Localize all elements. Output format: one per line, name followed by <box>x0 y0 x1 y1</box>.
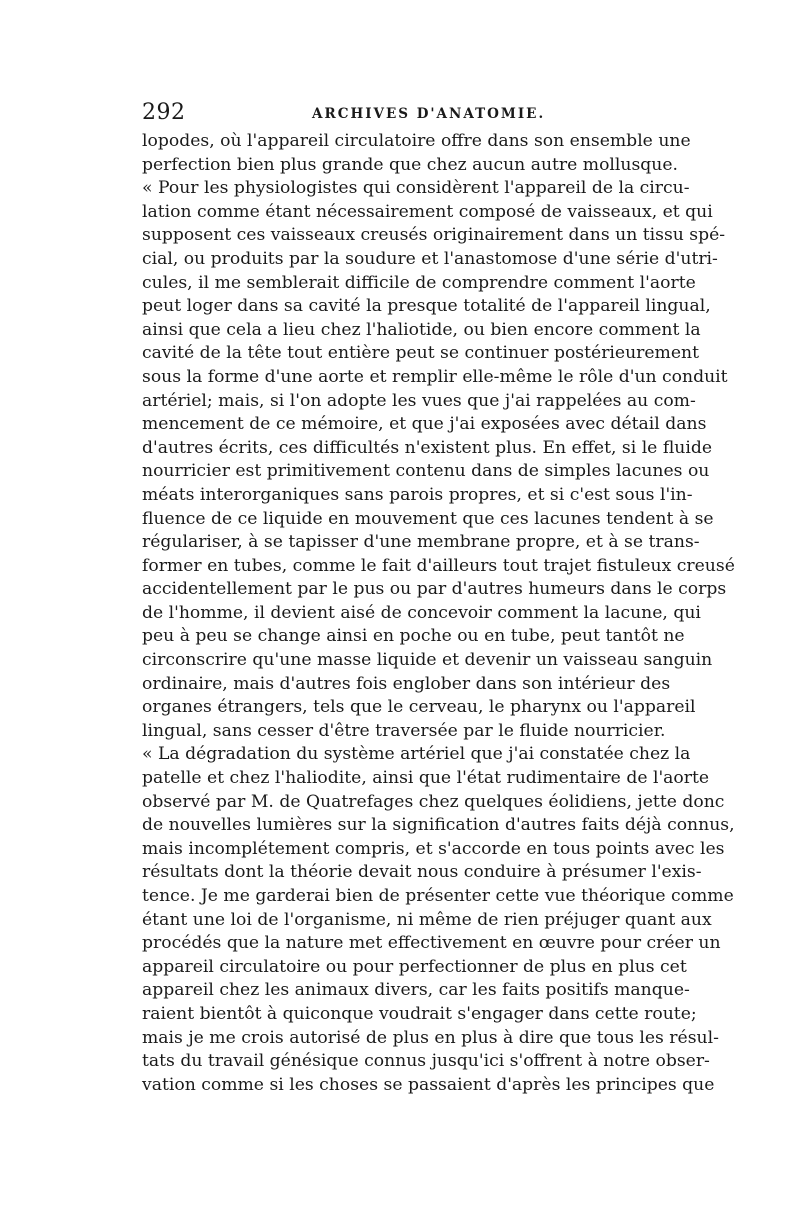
text-line: nourricier est primitivement contenu dans de simples lacunes ou <box>142 461 710 482</box>
text-line: accidentellement par le pus ou par d'autres humeurs dans le corps <box>142 579 727 600</box>
text-line: cavité de la tête tout entière peut se continuer postérieurement <box>142 343 699 364</box>
text-line: peut loger dans sa cavité la presque totalité de l'appareil lingual, <box>142 296 711 317</box>
text-line: supposent ces vaisseaux creusés originairement dans un tissu spé- <box>142 225 726 246</box>
text-line: résultats dont la théorie devait nous conduire à présumer l'exis- <box>142 862 702 883</box>
text-line: lingual, sans cesser d'être traversée par le fluide nourricier. <box>142 720 666 741</box>
text-line: mais incomplétement compris, et s'accorde en tous points avec les <box>142 838 725 859</box>
text-line: perfection bien plus grande que chez aucun autre mollusque. <box>142 154 679 175</box>
text-line: méats interorganiques sans parois propres, et si c'est sous l'in- <box>142 484 693 505</box>
text-line: fluence de ce liquide en mouvement que ces lacunes tendent à se <box>142 508 714 529</box>
text-line: observé par M. de Quatrefages chez quelques éolidiens, jette donc <box>142 791 725 812</box>
text-line: former en tubes, comme le fait d'ailleurs tout trajet fistuleux creusé <box>142 555 735 576</box>
text-line: d'autres écrits, ces difficultés n'existent plus. En effet, si le fluide <box>142 437 713 458</box>
text-line: procédés que la nature met effectivement en œuvre pour créer un <box>142 933 721 954</box>
text-line: tats du travail génésique connus jusqu'ici s'offrent à notre obser- <box>142 1051 710 1072</box>
text-line: peu à peu se change ainsi en poche ou en tube, peut tantôt ne <box>142 626 685 647</box>
text-line: raient bientôt à quiconque voudrait s'engager dans cette route; <box>142 1003 697 1024</box>
text-line: mais je me crois autorisé de plus en plus à dire que tous les résul- <box>142 1027 719 1048</box>
text-line: mencement de ce mémoire, et que j'ai exposées avec détail dans <box>142 414 707 435</box>
text-line: circonscrire qu'une masse liquide et devenir un vaisseau sanguin <box>142 650 713 671</box>
text-line: patelle et chez l'haliodite, ainsi que l'état rudimentaire de l'aorte <box>142 768 710 789</box>
page-number: 292 <box>142 100 186 125</box>
body-text <box>142 130 735 1097</box>
text-line: « La dégradation du système artériel que j'ai constatée chez la <box>142 744 691 765</box>
text-line: cules, il me semblerait difficile de comprendre comment l'aorte <box>142 272 696 293</box>
text-line: artériel; mais, si l'on adopte les vues que j'ai rappelées au com- <box>142 390 696 411</box>
text-line: « Pour les physiologistes qui considèrent l'appareil de la circu- <box>142 178 690 199</box>
text-line: appareil chez les animaux divers, car les faits positifs manque- <box>142 980 690 1001</box>
text-line: de nouvelles lumières sur la signification d'autres faits déjà connus, <box>142 815 735 836</box>
text-line: cial, ou produits par la soudure et l'anastomose d'une série d'utri- <box>142 248 718 269</box>
text-line: lation comme étant nécessairement composé de vaisseaux, et qui <box>142 201 713 222</box>
text-line: ordinaire, mais d'autres fois englober dans son intérieur des <box>142 673 671 694</box>
running-title: ARCHIVES D'ANATOMIE. <box>312 106 546 122</box>
text-line: lopodes, où l'appareil circulatoire offre dans son ensemble une <box>142 131 691 151</box>
text-line: de l'homme, il devient aisé de concevoir comment la lacune, qui <box>142 602 701 623</box>
text-line: appareil circulatoire ou pour perfectionner de plus en plus cet <box>142 956 687 977</box>
text-line: régulariser, à se tapisser d'une membrane propre, et à se trans- <box>142 532 700 553</box>
text-line: vation comme si les choses se passaient d'après les principes que <box>142 1074 715 1095</box>
page-header <box>142 96 660 130</box>
text-line: étant une loi de l'organisme, ni même de rien préjuger quant aux <box>142 909 712 930</box>
text-line: ainsi que cela a lieu chez l'haliotide, ou bien encore comment la <box>142 319 701 340</box>
text-line: organes étrangers, tels que le cerveau, le pharynx ou l'appareil <box>142 697 696 718</box>
text-line: sous la forme d'une aorte et remplir elle-même le rôle d'un conduit <box>142 366 728 387</box>
text-line: tence. Je me garderai bien de présenter cette vue théorique comme <box>142 886 734 906</box>
